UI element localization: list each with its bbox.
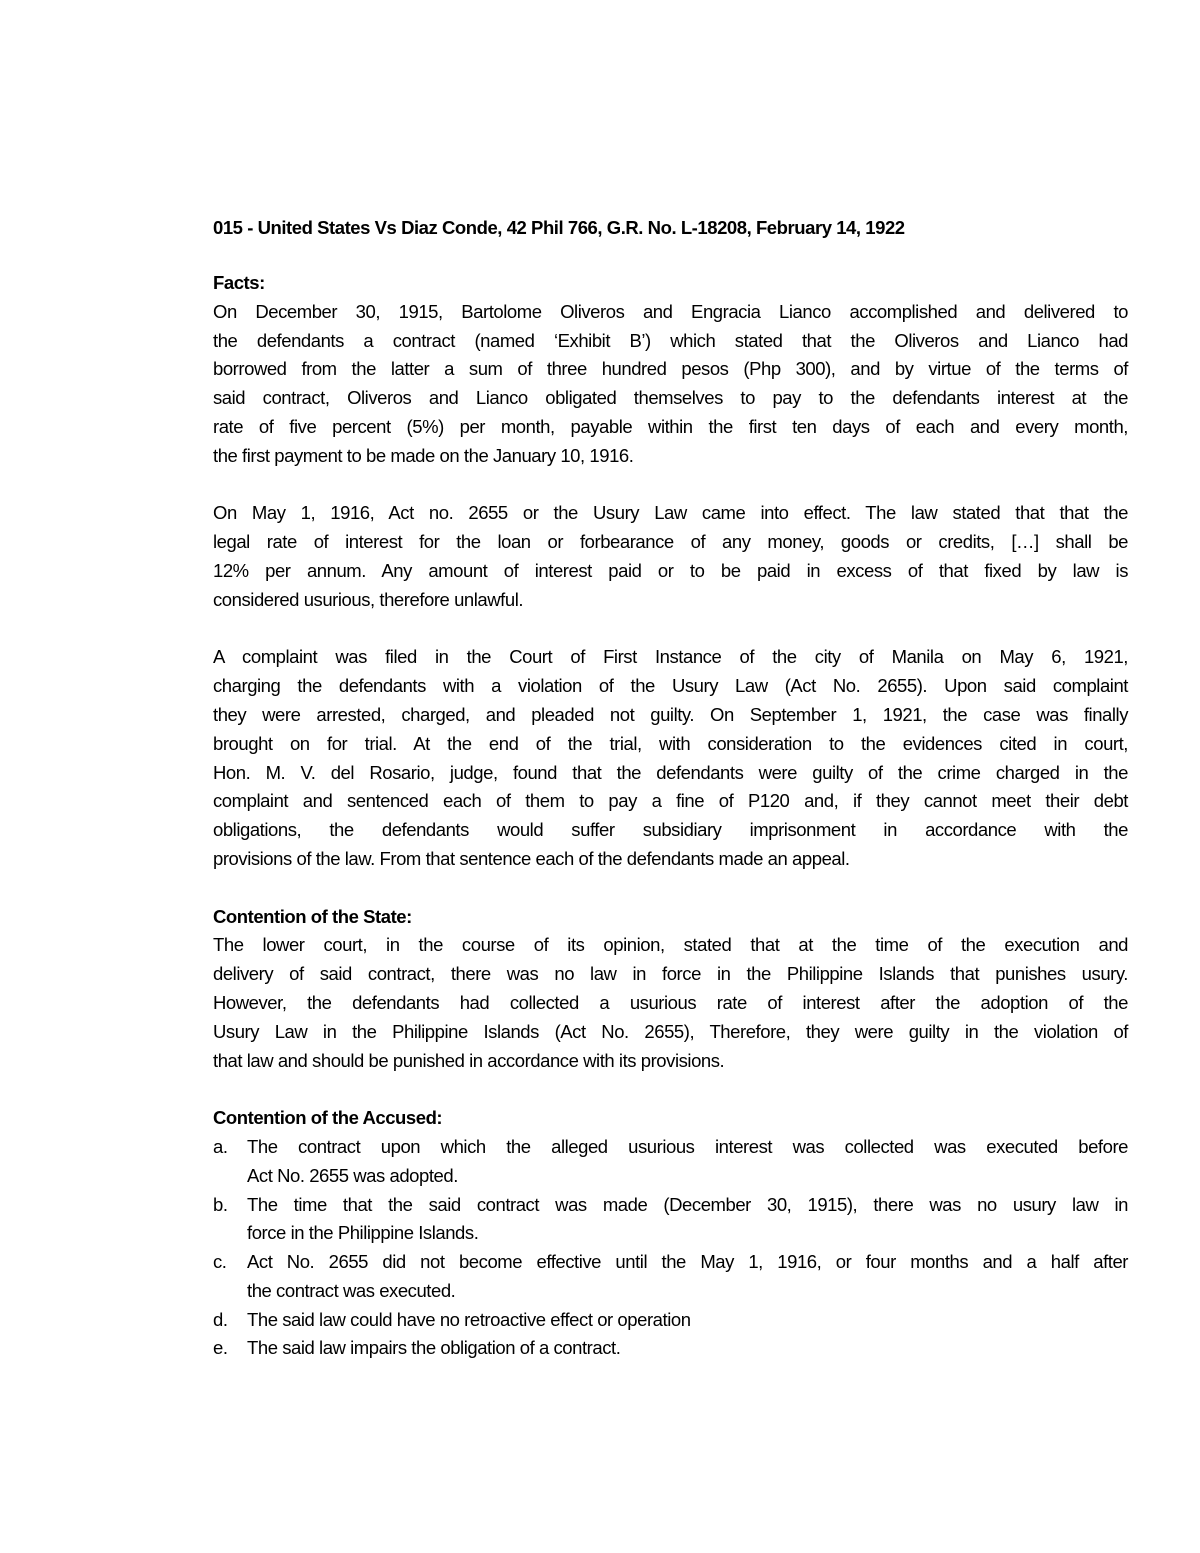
document-page bbox=[213, 214, 1128, 1363]
list-item-text bbox=[247, 1191, 1128, 1249]
text-line: delivery of said contract, there was no law in force in the Philippine Islands that punishes usury. bbox=[213, 963, 1128, 985]
text-line: Act No. 2655 was adopted. bbox=[247, 1164, 458, 1186]
facts-paragraph bbox=[213, 499, 1128, 614]
list-item bbox=[213, 1191, 1128, 1249]
text-line: considered usurious, therefore unlawful. bbox=[213, 588, 524, 610]
list-marker: a. bbox=[213, 1135, 228, 1157]
list-item-text bbox=[247, 1248, 1128, 1306]
text-line: borrowed from the latter a sum of three hundred pesos (Php 300), and by virtue of the terms of bbox=[213, 358, 1128, 380]
text-line: The said law could have no retroactive effect or operation bbox=[247, 1308, 691, 1330]
text-line: Act No. 2655 did not become effective until the May 1, 1916, or four months and a half after bbox=[247, 1251, 1128, 1273]
list-item bbox=[213, 1334, 1128, 1363]
list-item bbox=[213, 1248, 1128, 1306]
list-marker: e. bbox=[213, 1337, 228, 1359]
text-line: On May 1, 1916, Act no. 2655 or the Usury Law came into effect. The law stated that that the bbox=[213, 502, 1128, 524]
text-line: force in the Philippine Islands. bbox=[247, 1222, 479, 1244]
text-line: Usury Law in the Philippine Islands (Act No. 2655), Therefore, they were guilty in the violation of bbox=[213, 1020, 1128, 1042]
facts-heading: Facts: bbox=[213, 272, 265, 293]
text-line: that law and should be punished in accordance with its provisions. bbox=[213, 1049, 725, 1071]
text-line: charging the defendants with a violation of the Usury Law (Act No. 2655). Upon said complaint bbox=[213, 675, 1128, 697]
facts-paragraph bbox=[213, 298, 1128, 471]
facts-section bbox=[213, 298, 1128, 874]
case-title: 015 - United States Vs Diaz Conde, 42 Phil 766, G.R. No. L-18208, February 14, 1922 bbox=[213, 217, 905, 238]
text-line: legal rate of interest for the loan or forbearance of any money, goods or credits, […] shall be bbox=[213, 531, 1128, 553]
accused-list bbox=[213, 1133, 1128, 1363]
text-line: The time that the said contract was made (December 30, 1915), there was no usury law in bbox=[247, 1193, 1128, 1215]
text-line: brought on for trial. At the end of the trial, with consideration to the evidences cited in court, bbox=[213, 732, 1128, 754]
list-marker: d. bbox=[213, 1308, 228, 1330]
text-line: However, the defendants had collected a usurious rate of interest after the adoption of the bbox=[213, 991, 1128, 1013]
text-line: 12% per annum. Any amount of interest paid or to be paid in excess of that fixed by law is bbox=[213, 559, 1128, 581]
text-line: obligations, the defendants would suffer subsidiary imprisonment in accordance with the bbox=[213, 819, 1128, 841]
text-line: rate of five percent (5%) per month, payable within the first ten days of each and every month, bbox=[213, 415, 1128, 437]
text-line: they were arrested, charged, and pleaded not guilty. On September 1, 1921, the case was finally bbox=[213, 703, 1128, 725]
list-item bbox=[213, 1306, 1128, 1335]
list-marker: b. bbox=[213, 1193, 228, 1215]
text-line: provisions of the law. From that sentence each of the defendants made an appeal. bbox=[213, 847, 850, 869]
text-line: the contract was executed. bbox=[247, 1279, 456, 1301]
list-item-text bbox=[247, 1306, 1128, 1335]
text-line: The said law impairs the obligation of a contract. bbox=[247, 1337, 621, 1359]
accused-heading: Contention of the Accused: bbox=[213, 1107, 443, 1129]
text-line: said contract, Oliveros and Lianco obligated themselves to pay to the defendants interest at the bbox=[213, 387, 1128, 409]
facts-paragraph bbox=[213, 643, 1128, 873]
text-line: A complaint was filed in the Court of First Instance of the city of Manila on May 6, 1921, bbox=[213, 646, 1128, 668]
list-item-text bbox=[247, 1133, 1128, 1191]
state-section bbox=[213, 931, 1128, 1075]
text-line: The lower court, in the course of its opinion, stated that at the time of the execution and bbox=[213, 934, 1128, 956]
list-item bbox=[213, 1133, 1128, 1191]
text-line: the defendants a contract (named ‘Exhibit B’) which stated that the Oliveros and Lianco had bbox=[213, 329, 1128, 351]
list-item-text bbox=[247, 1334, 1128, 1363]
text-line: The contract upon which the alleged usurious interest was collected was executed before bbox=[247, 1135, 1128, 1157]
text-line: the first payment to be made on the January 10, 1916. bbox=[213, 444, 634, 466]
list-marker: c. bbox=[213, 1251, 227, 1273]
state-heading: Contention of the State: bbox=[213, 905, 412, 927]
text-line: Hon. M. V. del Rosario, judge, found that the defendants were guilty of the crime charged in the bbox=[213, 761, 1128, 783]
text-line: complaint and sentenced each of them to pay a fine of P120 and, if they cannot meet their debt bbox=[213, 790, 1128, 812]
text-line: On December 30, 1915, Bartolome Oliveros and Engracia Lianco accomplished and delivered to bbox=[213, 300, 1128, 322]
